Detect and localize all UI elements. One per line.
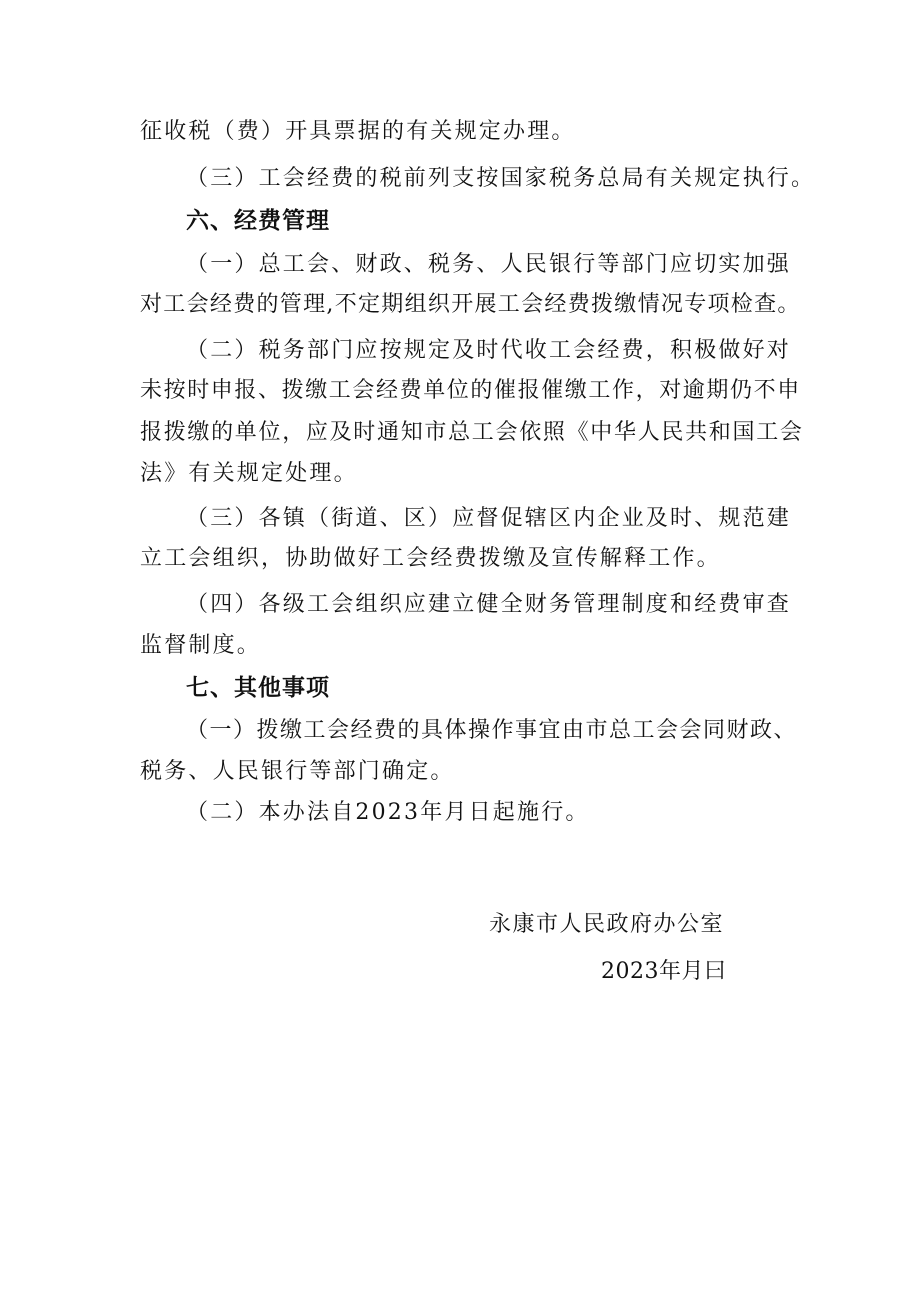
paragraph-line: （四）各级工会组织应建立健全财务管理制度和经费审查 bbox=[186, 592, 792, 617]
signature-date: 2023年月曰 bbox=[601, 959, 727, 984]
section-heading-6: 六、经费管理 bbox=[186, 208, 330, 234]
paragraph-line: 未按时申报、拨缴工会经费单位的催报催缴工作，对逾期仍不申 bbox=[140, 378, 801, 403]
paragraph-line: 征收税（费）开具票据的有关规定办理。 bbox=[140, 119, 576, 144]
paragraph-line: 立工会组织，协助做好工会经费拨缴及宣传解释工作。 bbox=[140, 546, 721, 571]
section-heading-7: 七、其他事项 bbox=[186, 675, 330, 701]
paragraph-line: （三）工会经费的税前列支按国家税务总局有关规定执行。 bbox=[186, 166, 816, 191]
paragraph-line: （三）各镇（街道、区）应督促辖区内企业及时、规范建 bbox=[186, 506, 792, 531]
paragraph-line: （二）税务部门应按规定及时代收工会经费，积极做好对 bbox=[186, 338, 792, 363]
paragraph-line: 税务、人民银行等部门确定。 bbox=[140, 759, 455, 784]
paragraph-line: 法》有关规定处理。 bbox=[140, 461, 358, 486]
paragraph-line: （一）总工会、财政、税务、人民银行等部门应切实加强 bbox=[186, 252, 792, 277]
signature-organization: 永康市人民政府办公室 bbox=[489, 912, 725, 937]
paragraph-line: 报拨缴的单位，应及时通知市总工会依照《中华人民共和国工会 bbox=[140, 420, 804, 445]
paragraph-line: 对工会经费的管理,不定期组织开展工会经费拨缴情况专项检查。 bbox=[140, 292, 801, 317]
paragraph-line: （一）拨缴工会经费的具体操作事宜由市总工会会同财政、 bbox=[186, 718, 798, 743]
paragraph-line: （二）本办法自2023年月日起施行。 bbox=[186, 800, 590, 825]
paragraph-line: 监督制度。 bbox=[140, 633, 262, 658]
